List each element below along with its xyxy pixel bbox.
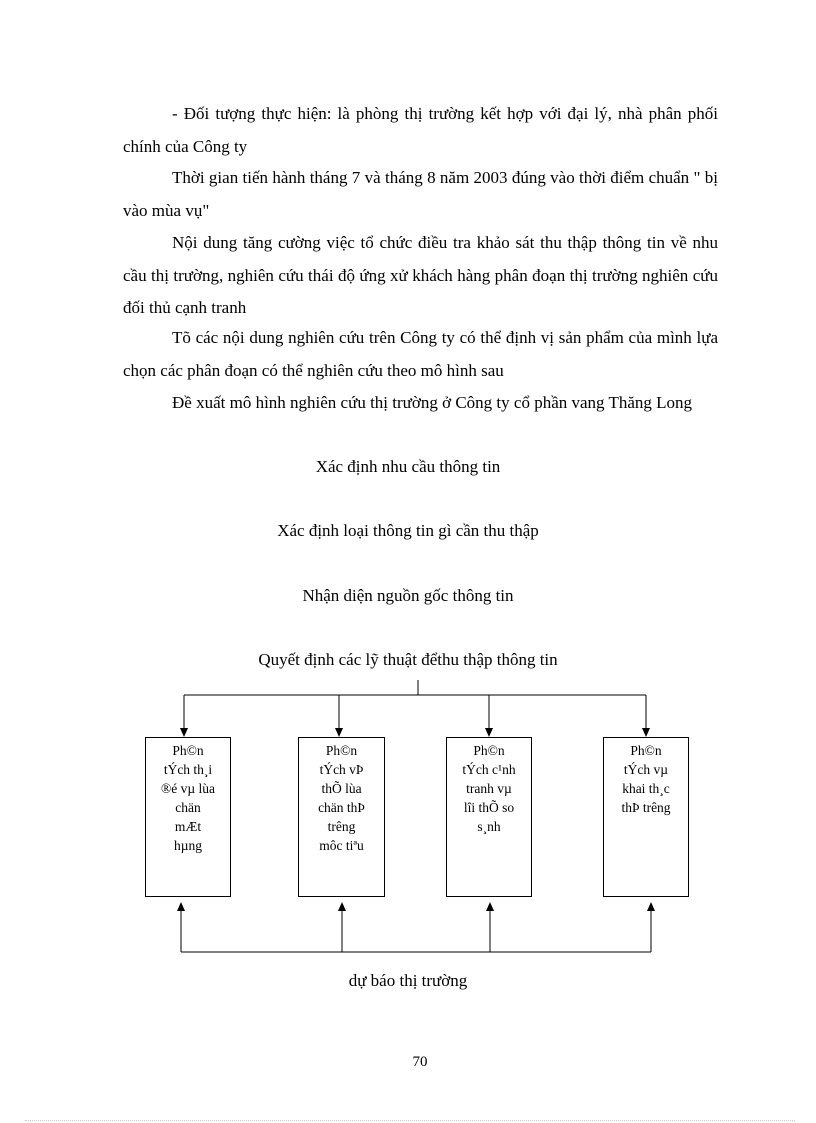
diagram-step-1: Xác định nhu cầu thông tin (315, 457, 501, 476)
box-line: s¸nh (477, 819, 501, 834)
box-line: Ph©n (172, 743, 204, 758)
box-line: khai th¸c (622, 781, 670, 796)
paragraph-timing: Thời gian tiến hành tháng 7 và tháng 8 năm 2003 đúng vào thời điểm chuẩn " bị vào mùa vụ" (123, 168, 718, 220)
analysis-box-3 (446, 737, 532, 897)
paragraph-target: - Đối tượng thực hiện: là phòng thị trường kết hợp với đại lý, nhà phân phối chính của Công ty (123, 104, 718, 156)
box-line: môc tiªu (319, 838, 364, 853)
box-line: mÆt (174, 819, 202, 834)
arrow-up-icon (486, 902, 494, 911)
arrow-down-icon (335, 728, 343, 737)
paragraph-positioning: Tõ các nội dung nghiên cứu trên Công ty có thể định vị sản phẩm của mình lựa chọn các phân đoạn có thể nghiên cứu theo mô hình sau (123, 328, 718, 380)
page-number: 70 (412, 1054, 428, 1070)
box-line: Ph©n (630, 743, 662, 758)
box-line: ®é vµ lùa (160, 781, 216, 796)
arrow-down-icon (485, 728, 493, 737)
diagram-step-2: Xác định loại thông tin gì cần thu thập (277, 521, 539, 540)
arrow-down-icon (642, 728, 650, 737)
page-bottom-rule (25, 1120, 795, 1121)
box-line: trêng (327, 819, 356, 834)
box-line: lîi thÕ so (463, 800, 515, 815)
box-line: thÞ trêng (621, 800, 671, 815)
box-line: tÝch vÞ (319, 762, 364, 777)
box-line: tÝch c¹nh (462, 762, 516, 777)
box-line: Ph©n (325, 743, 358, 758)
box-line: tÝch vµ (623, 762, 669, 777)
arrow-up-icon (177, 902, 185, 911)
analysis-box-1 (145, 737, 231, 897)
arrow-up-icon (647, 902, 655, 911)
box-line: thÕ lùa (321, 781, 362, 796)
arrow-down-icon (180, 728, 188, 737)
arrow-up-icon (338, 902, 346, 911)
box-line: chän (175, 800, 201, 815)
diagram-step-3: Nhận diện nguồn gốc thông tin (302, 586, 514, 605)
box-line: tranh vµ (466, 781, 512, 796)
box-line: hµng (173, 838, 203, 853)
box-line: chän thÞ (318, 800, 365, 815)
diagram-step-4: Quyết định các lỹ thuật đểthu thập thông tin (258, 650, 558, 669)
box-line: Ph©n (473, 743, 505, 758)
diagram-footer: dự báo thị trường (348, 971, 468, 990)
paragraph-proposal: Đề xuất mô hình nghiên cứu thị trường ở Công ty cổ phần vang Thăng Long (172, 393, 693, 412)
analysis-box-2 (298, 737, 385, 897)
analysis-box-4 (603, 737, 689, 897)
box-line: tÝch th¸i (163, 762, 213, 777)
paragraph-content: Nội dung tăng cường việc tổ chức điều tra khảo sát thu thập thông tin về nhu cầu thị trường, nghiên cứu thái độ ứng xử khách hàng phân đoạn thị trường nghiên cứu đối thủ cạnh tranh (123, 233, 718, 317)
